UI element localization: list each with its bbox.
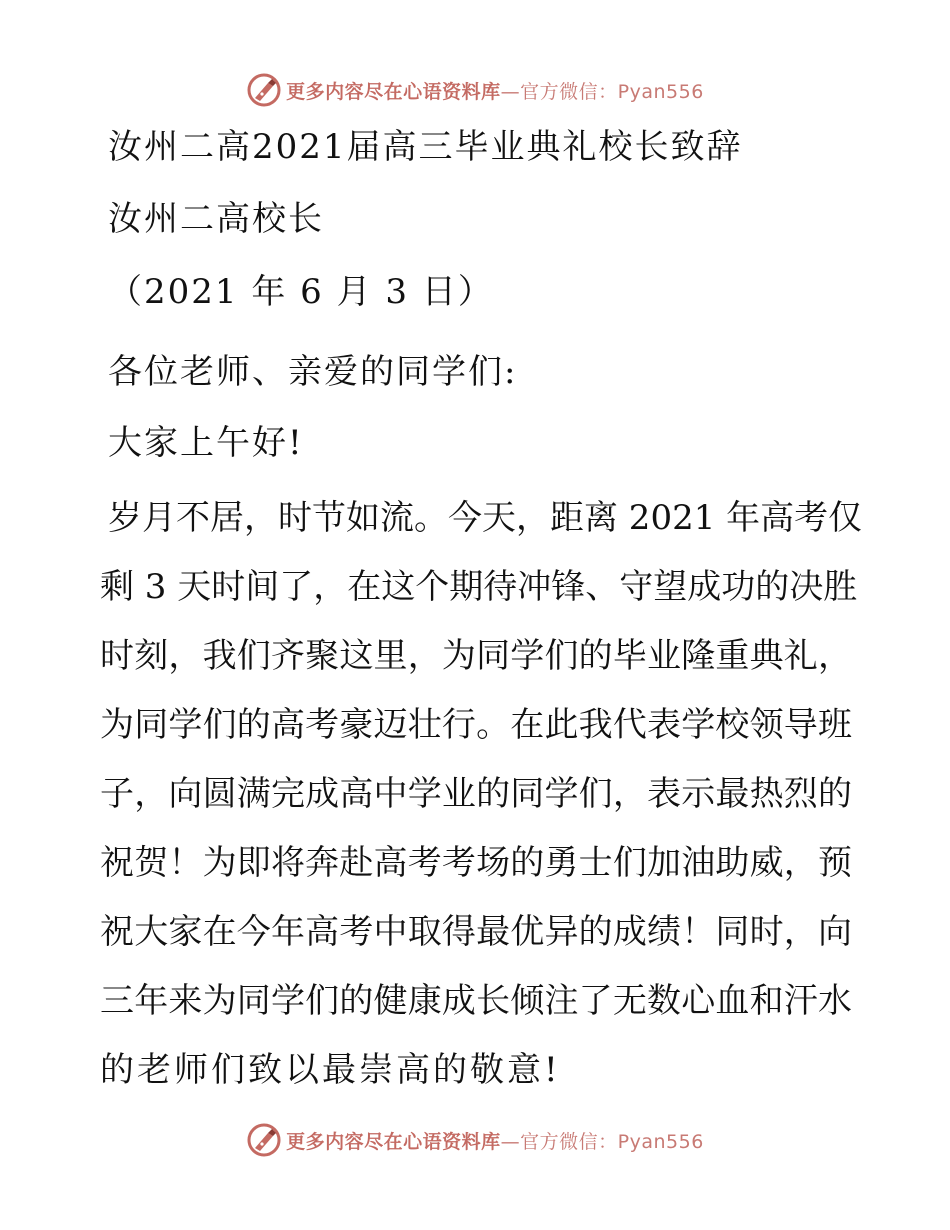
watermark-text bbox=[286, 1127, 704, 1154]
watermark-text bbox=[286, 77, 704, 104]
paragraph-line: 子，向圆满完成高中学业的同学们，表示最热烈的 bbox=[100, 774, 852, 814]
paragraph-line: 三年来为同学们的健康成长倾注了无数心血和汗水 bbox=[100, 981, 852, 1021]
header-watermark bbox=[0, 68, 950, 112]
paragraph-line: 时刻，我们齐聚这里，为同学们的毕业隆重典礼， bbox=[100, 636, 852, 676]
greeting: 大家上午好! bbox=[108, 423, 304, 463]
watermark-group bbox=[246, 1122, 704, 1158]
pen-nib-circle-icon bbox=[246, 1122, 282, 1158]
document-author: 汝州二高校长 bbox=[108, 199, 324, 239]
watermark-main-text: 更多内容尽在心语资料库 bbox=[286, 1130, 501, 1153]
paragraph-line: 剩 3 天时间了，在这个期待冲锋、守望成功的决胜 bbox=[100, 567, 858, 607]
watermark-wechat: 官方微信：Pyan556 bbox=[520, 80, 704, 103]
paragraph-line: 岁月不居，时节如流。今天，距离 2021 年高考仅 bbox=[108, 498, 863, 538]
salutation: 各位老师、亲爱的同学们: bbox=[108, 352, 518, 392]
paragraph-line: 的老师们致以最崇高的敬意! bbox=[100, 1050, 561, 1090]
watermark-main-text: 更多内容尽在心语资料库 bbox=[286, 80, 501, 103]
paragraph-line: 祝贺！为即将奔赴高考考场的勇士们加油助威，预 bbox=[100, 843, 852, 883]
document-date: （2021 年 6 月 3 日） bbox=[108, 272, 494, 312]
document-title: 汝州二高2021届高三毕业典礼校长致辞 bbox=[108, 127, 743, 167]
body-paragraph bbox=[100, 498, 863, 1119]
pen-nib-circle-icon bbox=[246, 72, 282, 108]
watermark-wechat: 官方微信：Pyan556 bbox=[520, 1130, 704, 1153]
footer-watermark bbox=[0, 1118, 950, 1162]
watermark-group bbox=[246, 72, 704, 108]
paragraph-line: 为同学们的高考豪迈壮行。在此我代表学校领导班 bbox=[100, 705, 852, 745]
watermark-separator: — bbox=[500, 1130, 521, 1153]
paragraph-line: 祝大家在今年高考中取得最优异的成绩！同时，向 bbox=[100, 912, 852, 952]
watermark-separator: — bbox=[500, 80, 521, 103]
